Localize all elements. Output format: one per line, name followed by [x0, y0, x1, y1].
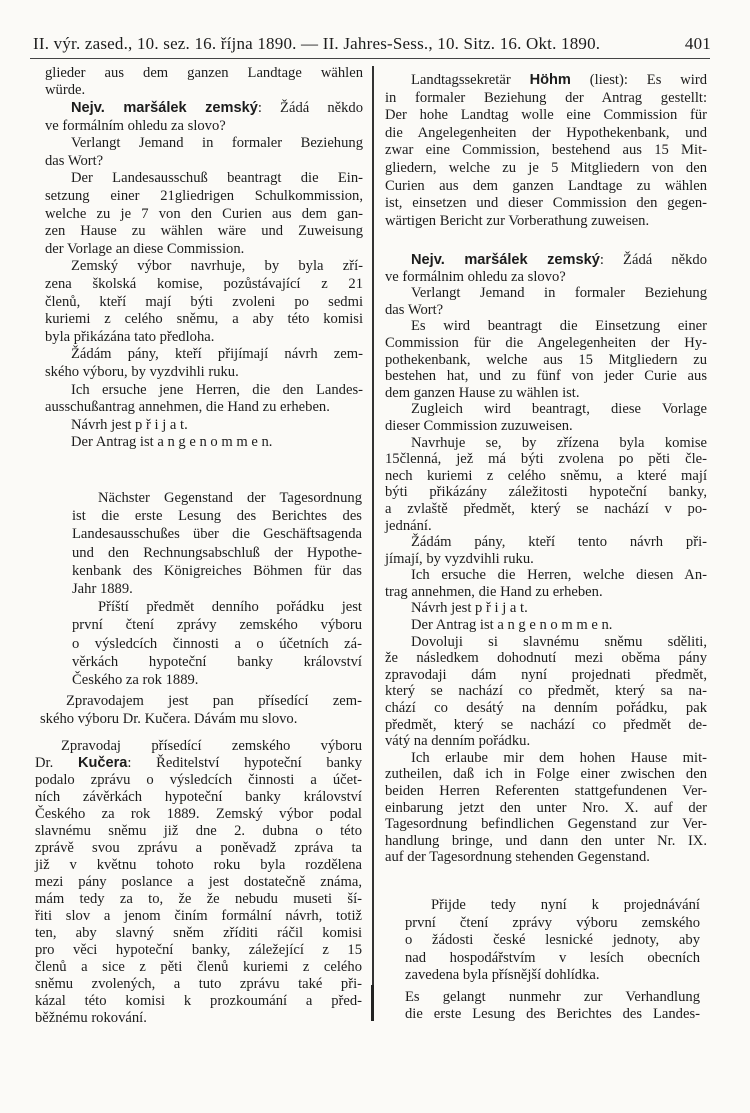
- paragraph: [385, 634, 707, 750]
- text-line: ausschußantrag annehmen, die Hand zu erheben.: [45, 399, 330, 416]
- text-line: Nächster Gegenstand der Tagesordnung: [98, 490, 362, 506]
- speech-text: : Žádá někdo: [599, 252, 707, 268]
- text-line: beiden Herren Referenten stattgefundenen Ver-: [385, 783, 707, 799]
- column-divider: [372, 66, 374, 1021]
- text-line: věrkách hypoteční banky království: [72, 653, 362, 670]
- text-line: der Vorlage an diese Commission.: [45, 240, 245, 257]
- text-line: Ich erlaube mir dem hohen Hause mit-: [411, 749, 707, 766]
- paragraph: [385, 567, 707, 600]
- header-rule: [30, 58, 710, 59]
- text-line: welche zu je 7 von den Curien aus dem gan-: [45, 205, 363, 222]
- text-line: Navrhuje se, by zřízena byla komise: [411, 434, 707, 451]
- page-number: 401: [684, 34, 711, 53]
- text-line: Zemský výbor navrhuje, by byla zří-: [71, 258, 363, 275]
- paragraph: [385, 534, 707, 567]
- text-line: ist, einsetzen und dieser Commission den gegen-: [385, 195, 707, 212]
- text-line: ten, aby slavný sněm zříditi ráčil komisi: [35, 925, 362, 941]
- paragraph: [385, 617, 707, 634]
- paragraph: [385, 600, 707, 617]
- text-line: Českého za rok 1889.: [72, 672, 199, 689]
- paragraph: [45, 100, 363, 135]
- text-line: gliedern, welche zu je 5 Mitgliedern von den: [385, 159, 707, 176]
- text-line: Commission für die Angelegenheiten der Hy-: [385, 334, 707, 351]
- right-column-block: [385, 252, 707, 866]
- text-line: ist die erste Lesung des Berichtes des: [72, 508, 362, 525]
- text-line: kuriemi z celého sněmu, a aby této komisi: [45, 311, 363, 328]
- text-line: o žádosti české lesnické jednoty, aby: [405, 932, 700, 948]
- text-line: Verlangt Jemand in formaler Beziehung: [411, 285, 707, 302]
- text-line: Landesausschußes über die Geschäftsagenda: [72, 526, 362, 543]
- text-line: Zpravodaj přísedící zemského výboru: [61, 738, 362, 754]
- text-line: würde.: [45, 82, 86, 98]
- text-line: Dovoluji si slavnému sněmu sděliti,: [411, 633, 707, 650]
- text-line: Verlangt Jemand in formaler Beziehung: [71, 135, 363, 152]
- text-line: první čtení zprávy výboru zemského: [405, 914, 700, 931]
- line-prefix: Dr.: [35, 755, 78, 771]
- speech-text: : Ředitelství hypoteční banky: [127, 755, 362, 771]
- text-line: chází co desátý na denním pořádku, pak: [385, 700, 707, 717]
- paragraph: [45, 417, 363, 435]
- text-line: Curien aus dem ganzen Landtage zu wählen: [385, 177, 707, 194]
- paragraph: [385, 285, 707, 318]
- text-line: vátý na denním pořádku.: [385, 733, 531, 750]
- text-line: předmět, který se nachází co předmět de-: [385, 716, 707, 733]
- text-line: zen Hause zu wählen wäre und Zuweisung: [45, 223, 363, 240]
- text-line: ského výboru Dr. Kučera. Dávám mu slovo.: [40, 711, 298, 728]
- left-column-block: [40, 692, 362, 728]
- paragraph: [72, 598, 362, 689]
- text-line: dieser Commission zuzuweisen.: [385, 417, 573, 434]
- text-line: [385, 72, 707, 90]
- text-line: Der Antrag ist a n g e n o m m e n.: [411, 617, 613, 634]
- text-line: auf der Tagesordnung stehenden Gegenstand.: [385, 849, 650, 866]
- text-line: jímají, by vyzdvihli ruku.: [385, 550, 534, 567]
- text-line: že následkem dohodnutí mezi oběma pány: [385, 650, 707, 667]
- speech-text: : Žádá někdo: [257, 100, 363, 116]
- text-line: glieder aus dem ganzen Landtage wählen: [45, 65, 363, 81]
- text-line: podalo zprávu o výsledcích činnosti a účet-: [35, 772, 362, 788]
- page-header: [33, 34, 711, 54]
- text-line: slavnému sněmu již dne 2. dubna o této: [35, 823, 362, 839]
- paragraph: [385, 318, 707, 401]
- text-line: dem ganzen Hause zu wählen ist.: [385, 384, 580, 401]
- text-line: trag annehmen, die Hand zu erheben.: [385, 583, 603, 600]
- left-column-block: [45, 65, 363, 99]
- left-column-block: [35, 738, 362, 1027]
- column-divider-bottom: [371, 985, 374, 1021]
- text-line: kázal této komisi k prozkoumání a před-: [35, 993, 362, 1009]
- paragraph: [45, 382, 363, 417]
- text-line: ského výboru, by vyzdvihli ruku.: [45, 363, 239, 380]
- text-line: zwar eine Commission, bestehend aus 15 Mit-: [385, 142, 707, 159]
- paragraph: [385, 435, 707, 535]
- paragraph: [385, 750, 707, 866]
- left-column-block: [72, 489, 362, 689]
- speaker-name: Nejv. maršálek zemský: [411, 252, 600, 268]
- text-line: bestehen hat, und zu fünf von jeder Curie aus: [385, 368, 707, 385]
- paragraph: [45, 258, 363, 346]
- text-line: handlung bringe, und dann den unter Nr. IX.: [385, 832, 707, 849]
- text-line: Ich ersuche jene Herren, die den Landes-: [71, 381, 363, 398]
- text-line: byla přikázána tato předloha.: [45, 328, 215, 345]
- text-line: mám tedy za to, že že nebudu museti ší-: [35, 891, 362, 907]
- text-line: Es gelangt nunmehr zur Verhandlung: [405, 988, 700, 1005]
- text-line: již v květnu tohoto roku byla rozdělena: [35, 857, 362, 873]
- text-line: který se nachází co předmět, který sa na-: [385, 683, 707, 700]
- text-line: Zugleich wird beantragt, diese Vorlage: [411, 401, 707, 418]
- text-line: Der Landesausschuß beantragt die Ein-: [71, 170, 363, 187]
- text-line: sněmu zvolených, a tuto zprávu také při-: [35, 976, 362, 992]
- paragraph: [385, 401, 707, 434]
- text-line: [385, 252, 707, 269]
- header-title: II. výr. zased., 10. sez. 16. října 1890. — II. Jahres-Sess., 10. Sitz. 16. Okt. 1890.: [33, 34, 601, 53]
- text-line: kenbank des Königreiches Böhmen für das: [72, 562, 362, 579]
- text-line: býti přikázány záležitosti hypoteční banky,: [385, 484, 707, 501]
- text-line: členů, kteří mají býti zvoleni po sedmi: [45, 293, 363, 310]
- right-column-block: [385, 72, 707, 230]
- text-line: Přijde tedy nyní k projednávání: [431, 897, 700, 913]
- right-column-block: [405, 897, 700, 1024]
- text-line: in formaler Beziehung der Antrag gestellt:: [385, 89, 707, 106]
- text-line: Návrh jest p ř i j a t.: [411, 600, 528, 617]
- speaker-name: Kučera: [77, 755, 128, 771]
- text-line: mezi pány poslance a jest dostatečně známa,: [35, 874, 362, 890]
- paragraph: [45, 346, 363, 381]
- paragraph: [45, 170, 363, 258]
- text-line: členů a sice z pěti členů kuriemi z celého: [35, 959, 362, 975]
- paragraph: [45, 434, 363, 452]
- text-line: [45, 100, 363, 118]
- text-line: Ich ersuche die Herren, welche diesen An-: [411, 567, 707, 584]
- text-line: pro věci hypoteční banky, záležející z 15: [35, 942, 362, 958]
- paragraph: [405, 897, 700, 985]
- text-line: Der hohe Landtag wolle eine Commission für: [385, 107, 707, 124]
- text-line: Návrh jest p ř i j a t.: [71, 416, 188, 433]
- text-line: die erste Lesung des Berichtes des Landes-: [405, 1006, 700, 1022]
- text-line: pothekenbank, welche aus 15 Mitgliedern zu: [385, 351, 707, 368]
- text-line: [35, 755, 362, 772]
- text-line: zena školská komise, pozůstávající z 21: [45, 275, 363, 292]
- paragraph: [40, 692, 362, 728]
- text-line: Es wird beantragt die Einsetzung einer: [411, 318, 707, 335]
- text-line: ve formálnim ohledu za slovo?: [385, 268, 566, 285]
- paragraph: [45, 65, 363, 99]
- text-line: Zpravodajem jest pan přísedící zem-: [66, 693, 362, 709]
- text-line: nad hospodářstvím v lesích obecních: [405, 949, 700, 966]
- text-line: zutheilen, daß ich in Folge einer zwischen den: [385, 766, 707, 783]
- text-line: einbarung jetzt den unter Nro. X. auf der: [385, 799, 707, 816]
- text-line: Der Antrag ist a n g e n o m m e n.: [71, 434, 273, 451]
- paragraph: [405, 989, 700, 1024]
- text-line: die Angelegenheiten der Hypothekenbank, und: [385, 124, 707, 141]
- speaker-name: Nejv. maršálek zemský: [71, 100, 258, 116]
- paragraph: [385, 252, 707, 285]
- text-line: jednání.: [385, 517, 432, 534]
- paragraph: [385, 72, 707, 230]
- text-line: nech kuriemi z celého sněmu, a které mají: [385, 467, 707, 484]
- paragraph: [45, 135, 363, 170]
- text-line: první čtení zprávy zemského výboru: [72, 617, 362, 634]
- text-line: 15členná, jež má býti zvolena po pěti čle-: [385, 451, 707, 468]
- text-line: setzung einer 21gliedrigen Schulkommission,: [45, 187, 363, 204]
- text-line: Tagesordnung befindlichen Gegenstand zur Ver-: [385, 816, 707, 833]
- text-line: Žádám pány, kteří přijímají návrh zem-: [71, 346, 363, 363]
- text-line: ve formálním ohledu za slovo?: [45, 117, 226, 134]
- text-line: zavedena byla přísnější dohlídka.: [405, 967, 600, 983]
- text-line: das Wort?: [385, 301, 444, 318]
- text-line: und den Rechnungsabschluß der Hypothe-: [72, 544, 362, 561]
- speech-text: (liest): Es wird: [570, 72, 707, 88]
- text-line: a zvlaště předmět, který se nachází v po-: [385, 500, 707, 517]
- text-line: Jahr 1889.: [72, 581, 133, 598]
- left-column-block: [45, 100, 363, 452]
- text-line: zpravodaji dám nyní projednati předmět,: [385, 666, 707, 683]
- text-line: Příští předmět denního pořádku jest: [98, 599, 362, 616]
- paragraph: [72, 489, 362, 598]
- line-prefix: Landtagssekretär: [411, 72, 530, 88]
- paragraph: [35, 738, 362, 1027]
- text-line: ních závěrkách hypoteční banky království: [35, 789, 362, 805]
- speaker-name: Höhm: [529, 72, 571, 88]
- text-line: Žádám pány, kteří tento návrh při-: [411, 534, 707, 551]
- text-line: Českého za rok 1889. Zemský výbor podal: [35, 806, 362, 822]
- text-line: zprávě svou zprávu a poněvadž zpráva ta: [35, 840, 362, 856]
- text-line: wärtigen Bericht zur Vorberathung zuweisen.: [385, 212, 650, 229]
- text-line: o výsledcích činnosti a o účetních zá-: [72, 635, 362, 652]
- text-line: řiti slov a jenom činím formální návrh, totiž: [35, 908, 362, 924]
- text-line: das Wort?: [45, 152, 104, 169]
- text-line: běžnému rokování.: [35, 1010, 147, 1026]
